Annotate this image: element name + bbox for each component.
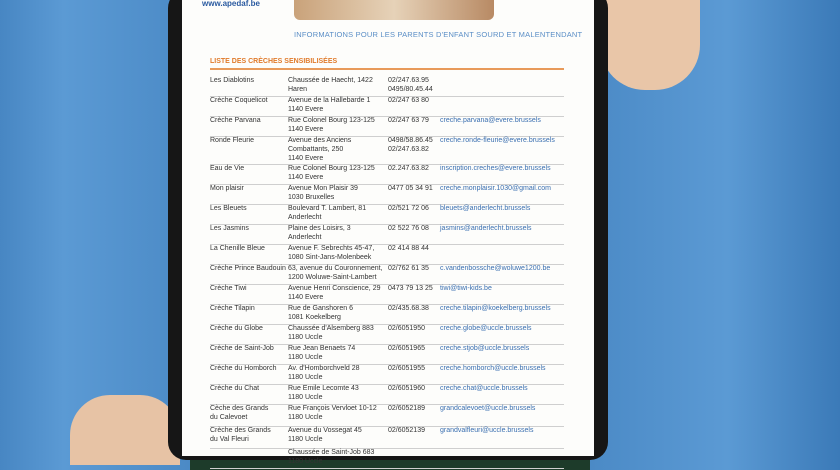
creche-name: Crèche du Homborch xyxy=(210,365,277,372)
table-row xyxy=(210,116,564,137)
creche-email[interactable]: inscription.creches@evere.brussels xyxy=(440,165,551,172)
table-row xyxy=(210,96,564,117)
creche-name: Crèche du Globe xyxy=(210,325,263,332)
creche-email[interactable]: grandcalevoet@uccle.brussels xyxy=(440,405,536,412)
right-hand xyxy=(600,0,700,90)
creche-email[interactable]: creche.homborch@uccle.brussels xyxy=(440,365,546,372)
creche-name: Ronde Fleurie xyxy=(210,137,254,144)
creche-phone: 02/6051965 xyxy=(388,345,425,352)
creche-email[interactable]: jasmins@anderlecht.brussels xyxy=(440,225,532,232)
website-url: www.apedaf.be xyxy=(202,0,260,8)
creche-address: Rue Colonel Bourg 123-125 1140 Evere xyxy=(288,117,375,133)
creche-email[interactable]: creche.parvana@evere.brussels xyxy=(440,117,541,124)
creche-address: 63, avenue du Couronnement, 1200 Woluwe-Saint-Lambert xyxy=(288,265,383,281)
creche-email[interactable]: creche.monplaisir.1030@gmail.com xyxy=(440,185,551,192)
table-row xyxy=(210,136,564,165)
section-title: LISTE DES CRÈCHES SENSIBILISÉES xyxy=(210,58,338,65)
creche-address: Rue Emile Lecomte 43 1180 Uccle xyxy=(288,385,359,401)
creche-name: Les Diablotins xyxy=(210,77,254,84)
creche-email[interactable]: c.vandenbossche@woluwe1200.be xyxy=(440,265,551,272)
creche-name: Crèche des Grands du Val Fleuri xyxy=(210,427,271,443)
creche-address: Chaussée de Saint-Job 683 1180 Uccle xyxy=(288,449,375,465)
creche-email[interactable]: bleuets@anderlecht.brussels xyxy=(440,205,531,212)
table-row xyxy=(210,364,564,385)
left-hand xyxy=(70,395,180,465)
creche-email[interactable]: creche.chat@uccle.brussels xyxy=(440,385,528,392)
table-row xyxy=(210,384,564,405)
banner-image xyxy=(294,0,494,20)
table-row xyxy=(210,184,564,205)
creche-address: Plaine des Loisirs, 3 Anderlecht xyxy=(288,225,351,241)
creche-name: Eau de Vie xyxy=(210,165,245,172)
table-row xyxy=(210,224,564,245)
creche-name: Mon plaisir xyxy=(210,185,244,192)
creche-phone: 02.247.63.82 xyxy=(388,165,429,172)
tablet-screen xyxy=(182,0,594,465)
table-row xyxy=(210,404,564,427)
table-row xyxy=(210,324,564,345)
table-row xyxy=(210,164,564,185)
creche-phone: 02/247 63 80 xyxy=(388,97,429,104)
creche-address: Avenue de la Hallebarde 1 1140 Evere xyxy=(288,97,371,113)
creche-name: Les Bleuets xyxy=(210,205,247,212)
creche-phone: 02/762 61 35 xyxy=(388,265,429,272)
creche-address: Rue François Vervloet 10-12 1180 Uccle xyxy=(288,405,377,421)
creche-name: Les Jasmins xyxy=(210,225,249,232)
creche-phone: 02/6051950 xyxy=(388,325,425,332)
table-row xyxy=(210,264,564,285)
creche-name: Crèche du Chat xyxy=(210,385,260,392)
creche-phone: 02/6051955 xyxy=(388,365,425,372)
creche-email[interactable]: creche.tilapin@koekelberg.brussels xyxy=(440,305,551,312)
creche-name: Crèche Parvana xyxy=(210,117,261,124)
creche-name: Crèche Coquelicot xyxy=(210,97,268,104)
creche-email[interactable]: creche.globe@uccle.brussels xyxy=(440,325,532,332)
creche-phone: 02/6051960 xyxy=(388,385,425,392)
creche-phone: 0473 79 13 25 xyxy=(388,285,433,292)
creche-phone: 0477 05 34 91 xyxy=(388,185,433,192)
table-row xyxy=(210,244,564,265)
creche-name: Cèche des Grands du Calevoet xyxy=(210,405,269,421)
section-divider xyxy=(210,68,564,70)
table-row xyxy=(210,304,564,325)
creche-address: Boulevard T. Lambert, 81 Anderlecht xyxy=(288,205,367,221)
table-row xyxy=(210,284,564,305)
creche-address: Avenue Mon Plaisir 39 1030 Bruxelles xyxy=(288,185,358,201)
table-row xyxy=(210,204,564,225)
creche-phone: 02/247 63 79 xyxy=(388,117,429,124)
creche-phone: 02 522 76 08 xyxy=(388,225,429,232)
creche-email[interactable]: creche.ronde-fleurie@evere.brussels xyxy=(440,137,555,144)
creche-address: Avenue du Vossegat 45 1180 Uccle xyxy=(288,427,362,443)
creche-phone: 0498/58.86.45 02/247.63.82 xyxy=(388,137,433,153)
creche-name: Crèche de Saint-Job xyxy=(210,345,274,352)
creche-address: Chaussée de Haecht, 1422 Haren xyxy=(288,77,373,93)
creche-phone: 02/247.63.95 0495/80.45.44 xyxy=(388,77,433,93)
creche-email[interactable]: tiwi@tiwi-kids.be xyxy=(440,285,492,292)
creche-phone: 02/6052139 xyxy=(388,427,425,434)
creche-name: Crèche Tiwi xyxy=(210,285,247,292)
creche-address: Rue Colonel Bourg 123-125 1140 Evere xyxy=(288,165,375,181)
table-row xyxy=(210,76,564,97)
creche-address: Rue Jean Benaets 74 1180 Uccle xyxy=(288,345,356,361)
creche-address: Av. d'Homborchveld 28 1180 Uccle xyxy=(288,365,360,381)
creche-email[interactable]: grandvalfleuri@uccle.brussels xyxy=(440,427,534,434)
creche-address: Avenue des Anciens Combattants, 250 1140 Evere xyxy=(288,137,352,162)
creche-name: Crèche Tilapin xyxy=(210,305,255,312)
creche-address: Rue de Ganshoren 6 1081 Koekelberg xyxy=(288,305,353,321)
creche-address: Avenue Henri Conscience, 29 1140 Evere xyxy=(288,285,381,301)
table-row xyxy=(210,344,564,365)
creche-phone: 02/521 72 06 xyxy=(388,205,429,212)
creche-phone: 02/6052189 xyxy=(388,405,425,412)
creche-phone: 02 414 88 44 xyxy=(388,245,429,252)
creche-address: Avenue F. Sebrechts 45-47, 1080 Sint-Jans-Molenbeek xyxy=(288,245,375,261)
table-row xyxy=(210,426,564,449)
creche-name: La Chenille Bleue xyxy=(210,245,265,252)
creche-address: Chaussée d'Alsemberg 883 1180 Uccle xyxy=(288,325,374,341)
tagline: INFORMATIONS POUR LES PARENTS D'ENFANT SOURD ET MALENTENDANT xyxy=(294,30,583,39)
creche-email[interactable]: creche.stjob@uccle.brussels xyxy=(440,345,530,352)
creche-phone: 02/435.68.38 xyxy=(388,305,429,312)
table-row xyxy=(210,448,564,469)
creche-name: Crèche Prince Baudouin xyxy=(210,265,286,272)
